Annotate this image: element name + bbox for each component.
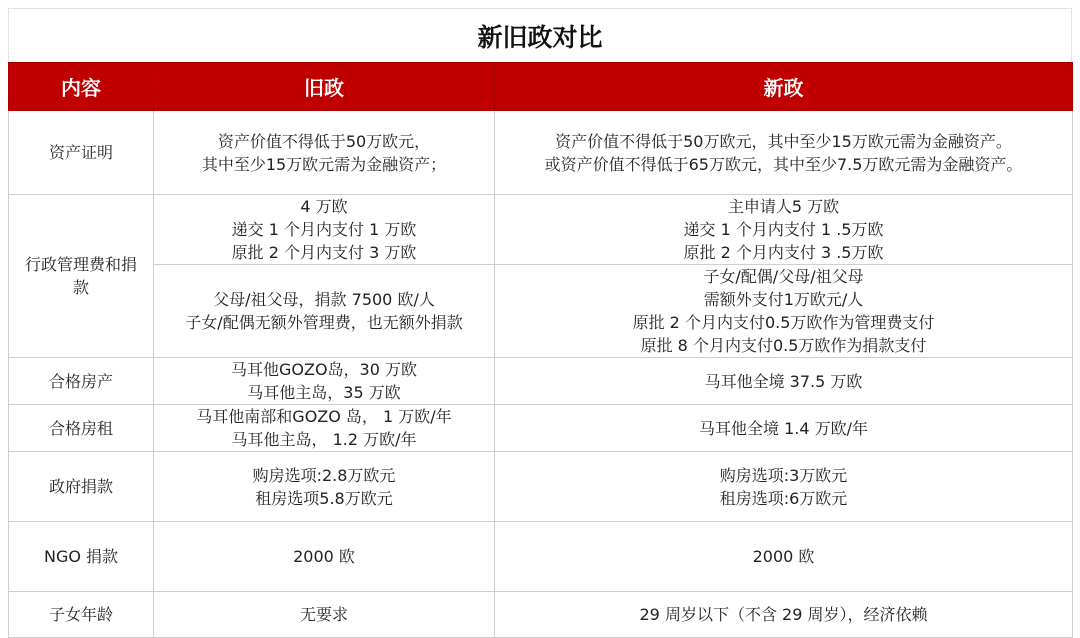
table-row [9, 358, 1073, 405]
cell-new-admin-main: 主申请人5 万欧 递交 1 个月内支付 1 .5万欧 原批 2 个月内支付 3 .5万欧 [495, 195, 1073, 265]
cell-old-rent: 马耳他南部和GOZO 岛， 1 万欧/年 马耳他主岛， 1.2 万欧/年 [154, 405, 495, 452]
cell-old-gov-donation: 购房选项:2.8万欧元 租房选项5.8万欧元 [154, 452, 495, 522]
header-new-policy: 新政 [495, 63, 1073, 111]
row-label-child-age: 子女年龄 [9, 592, 154, 638]
row-label-admin-fee: 行政管理费和捐 款 [9, 195, 154, 358]
header-content: 内容 [9, 63, 154, 111]
cell-new-rent: 马耳他全境 1.4 万欧/年 [495, 405, 1073, 452]
cell-new-admin-dependents: 子女/配偶/父母/祖父母 需额外支付1万欧元/人 原批 2 个月内支付0.5万欧作为管理费支付 原批 8 个月内支付0.5万欧作为捐款支付 [495, 265, 1073, 358]
table-row [9, 405, 1073, 452]
cell-new-child-age: 29 周岁以下（不含 29 周岁），经济依赖 [495, 592, 1073, 638]
row-label-assets: 资产证明 [9, 111, 154, 195]
row-label-property: 合格房产 [9, 358, 154, 405]
cell-old-child-age: 无要求 [154, 592, 495, 638]
row-label-rent: 合格房租 [9, 405, 154, 452]
table-row [9, 111, 1073, 195]
table-row [9, 195, 1073, 265]
cell-old-admin-dependents: 父母/祖父母，捐款 7500 欧/人 子女/配偶无额外管理费，也无额外捐款 [154, 265, 495, 358]
table-row [9, 592, 1073, 638]
table-row [9, 522, 1073, 592]
comparison-table [8, 62, 1073, 638]
cell-old-admin-main: 4 万欧 递交 1 个月内支付 1 万欧 原批 2 个月内支付 3 万欧 [154, 195, 495, 265]
table-row [9, 265, 1073, 358]
cell-old-assets: 资产价值不得低于50万欧元， 其中至少15万欧元需为金融资产； [154, 111, 495, 195]
table-row [9, 452, 1073, 522]
row-label-ngo-donation: NGO 捐款 [9, 522, 154, 592]
cell-old-ngo-donation: 2000 欧 [154, 522, 495, 592]
cell-new-property: 马耳他全境 37.5 万欧 [495, 358, 1073, 405]
header-row [9, 63, 1073, 111]
page-title: 新旧政对比 [8, 8, 1072, 62]
row-label-gov-donation: 政府捐款 [9, 452, 154, 522]
cell-old-property: 马耳他GOZO岛，30 万欧 马耳他主岛，35 万欧 [154, 358, 495, 405]
header-old-policy: 旧政 [154, 63, 495, 111]
cell-new-assets: 资产价值不得低于50万欧元，其中至少15万欧元需为金融资产。 或资产价值不得低于65万欧元，其中至少7.5万欧元需为金融资产。 [495, 111, 1073, 195]
cell-new-ngo-donation: 2000 欧 [495, 522, 1073, 592]
cell-new-gov-donation: 购房选项:3万欧元 租房选项:6万欧元 [495, 452, 1073, 522]
